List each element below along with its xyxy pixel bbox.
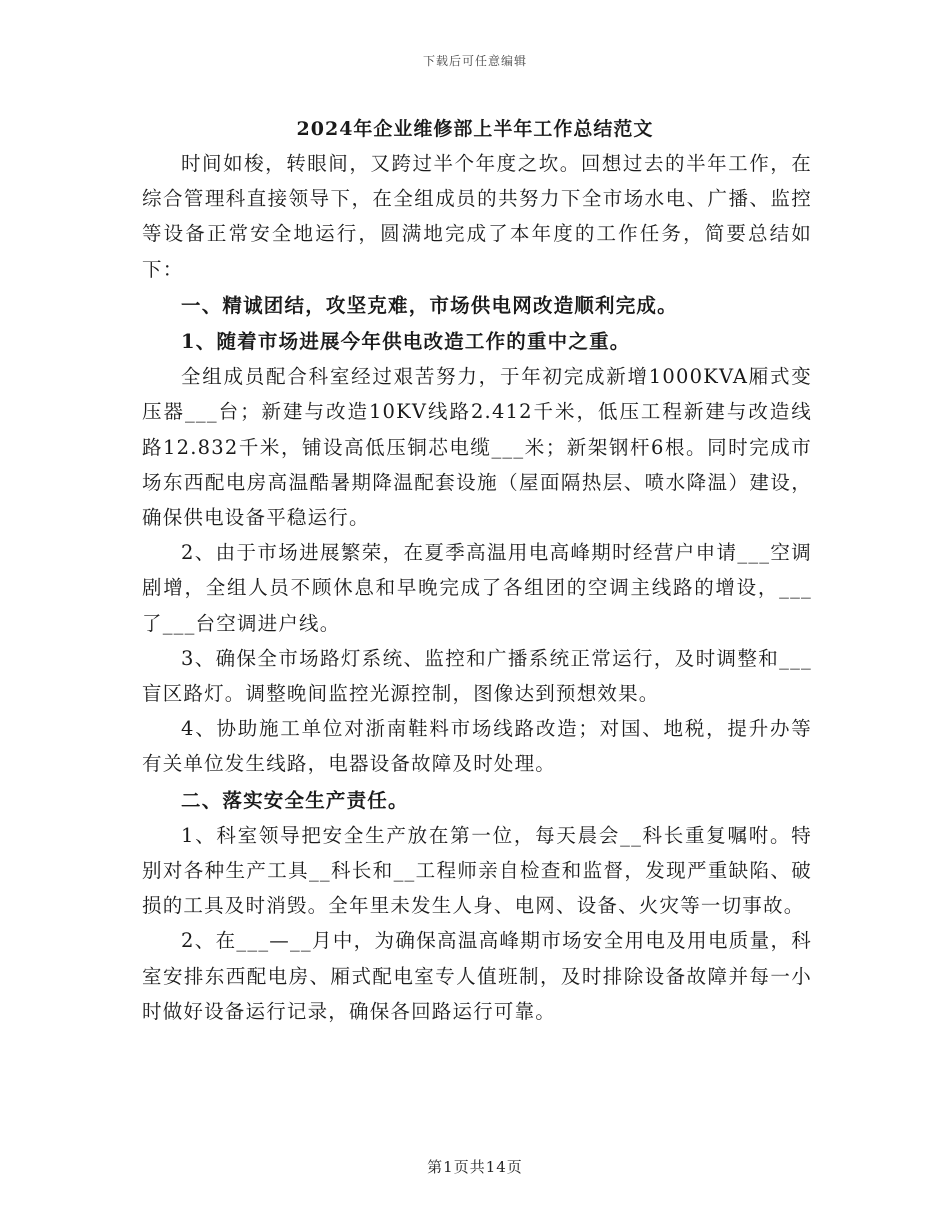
document-body [142,146,812,1029]
section-heading-2: 二、落实安全生产责任。 [181,788,409,812]
page-header-note: 下载后可任意编辑 [422,54,527,68]
paragraph-item-3: 3、确保全市场路灯系统、监控和广播系统正常运行，及时调整和___盲区路灯。调整晚间监控光源控制，图像达到预想效果。 [142,646,812,706]
paragraph-item-4: 4、协助施工单位对浙南鞋料市场线路改造；对国、地税，提升办等有关单位发生线路，电器设备故障及时处理。 [142,717,812,776]
paragraph-safety-1: 1、科室领导把安全生产放在第一位，每天晨会__科长重复嘱咐。特别对各种生产工具__科长和__工程师亲自检查和监督，发现严重缺陷、破损的工具及时消毁。全年里未发生人身、电网、设备、火灾等一切事故。 [142,823,812,918]
paragraph-safety-2: 2、在___—__月中，为确保高温高峰期市场安全用电及用电质量，科室安排东西配电房、厢式配电室专人值班制，及时排除设备故障并每一小时做好设备运行记录，确保各回路运行可靠。 [142,929,812,1023]
section-heading-1: 一、精诚团结，攻坚克难，市场供电网改造顺利完成。 [181,293,678,317]
page-number: 第1页共14页 [427,1158,523,1176]
paragraph-intro: 时间如梭，转眼间，又跨过半个年度之坎。回想过去的半年工作，在综合管理科直接领导下，在全组成员的共努力下全市场水电、广播、监控等设备正常安全地运行，圆满地完成了本年度的工作任务，简要总结如下： [142,152,812,281]
document-title: 2024年企业维修部上半年工作总结范文 [296,118,654,140]
subsection-heading-1-1: 1、随着市场进展今年供电改造工作的重中之重。 [181,330,631,354]
paragraph-power-grid: 全组成员配合科室经过艰苦努力，于年初完成新增1000KVA厢式变压器___台；新建与改造10KV线路2.412千米，低压工程新建与改造线路12.832千米，铺设高低压铜芯电缆___米；新架钢杆6根。同时完成市场东西配电房高温酷暑期降温配套设施（屋面隔热层、喷水降温）建设，确保供电设备平稳运行。 [142,365,812,530]
paragraph-item-2: 2、由于市场进展繁荣，在夏季高温用电高峰期时经营户申请___空调剧增，全组人员不顾休息和早晚完成了各组团的空调主线路的增设，___了___台空调进户线。 [142,541,812,635]
